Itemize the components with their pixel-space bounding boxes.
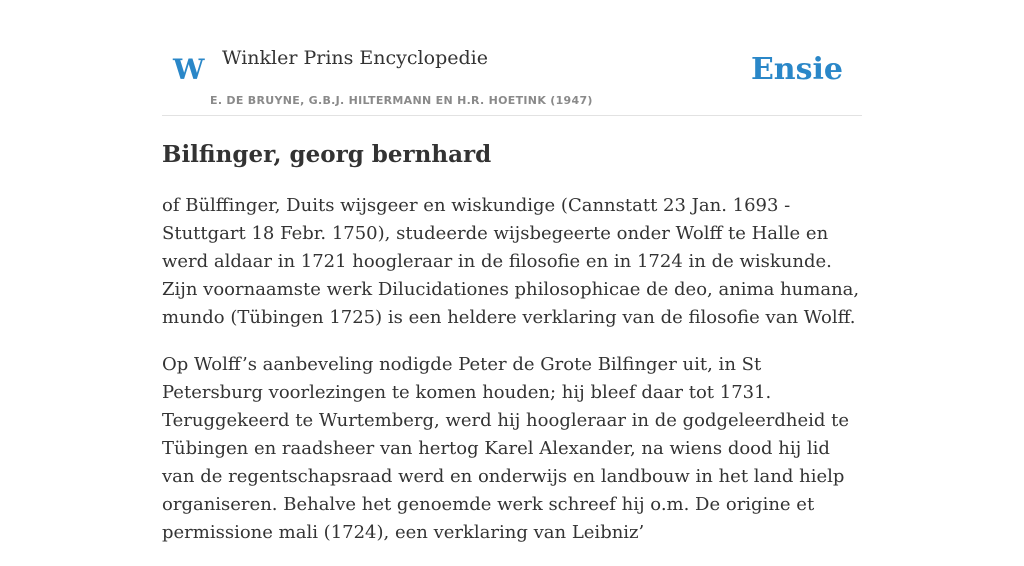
encyclopedia-title[interactable]: Winkler Prins Encyclopedie xyxy=(222,47,488,69)
encyclopedia-authors: E. DE BRUYNE, G.B.J. HILTERMANN EN H.R. HOETINK (1947) xyxy=(210,94,593,107)
article-paragraph: Op Wolff’s aanbeveling nodigde Peter de Grote Bilfinger uit, in St Petersburg voorlezingen te komen houden; hij bleef daar tot 1731. Teruggekeerd te Wurtemberg, werd hij hoogleraar in de godgeleerdheid te Tübingen en raadsheer van hertog Karel Alexander, na wiens dood hij lid van de regentschapsraad werd en onderwijs en landbouw in het land hielp organiseren. Behalve het genoemde werk schreef hij o.m. De origine et permissione mali (1724), een verklaring van Leibniz’ xyxy=(162,354,849,543)
page xyxy=(162,0,862,543)
article-body xyxy=(162,192,862,566)
article-title: Bilfinger, georg bernhard xyxy=(162,141,492,168)
site-header xyxy=(162,0,862,116)
ensie-logo-link[interactable]: Ensie xyxy=(750,52,843,87)
encyclopedia-logo[interactable]: W xyxy=(173,53,205,86)
article-paragraph: of Bülffinger, Duits wijsgeer en wiskundige (Cannstatt 23 Jan. 1693 - Stuttgart 18 Febr. 1750), studeerde wijsbegeerte onder Wolff te Halle en werd aldaar in 1721 hoogleraar in de filosofie en in 1724 in de wiskunde. Zijn voornaamste werk Dilucidationes philosophicae de deo, anima humana, mundo (Tübingen 1725) is een heldere verklaring van de filosofie van Wolff. xyxy=(162,195,860,328)
